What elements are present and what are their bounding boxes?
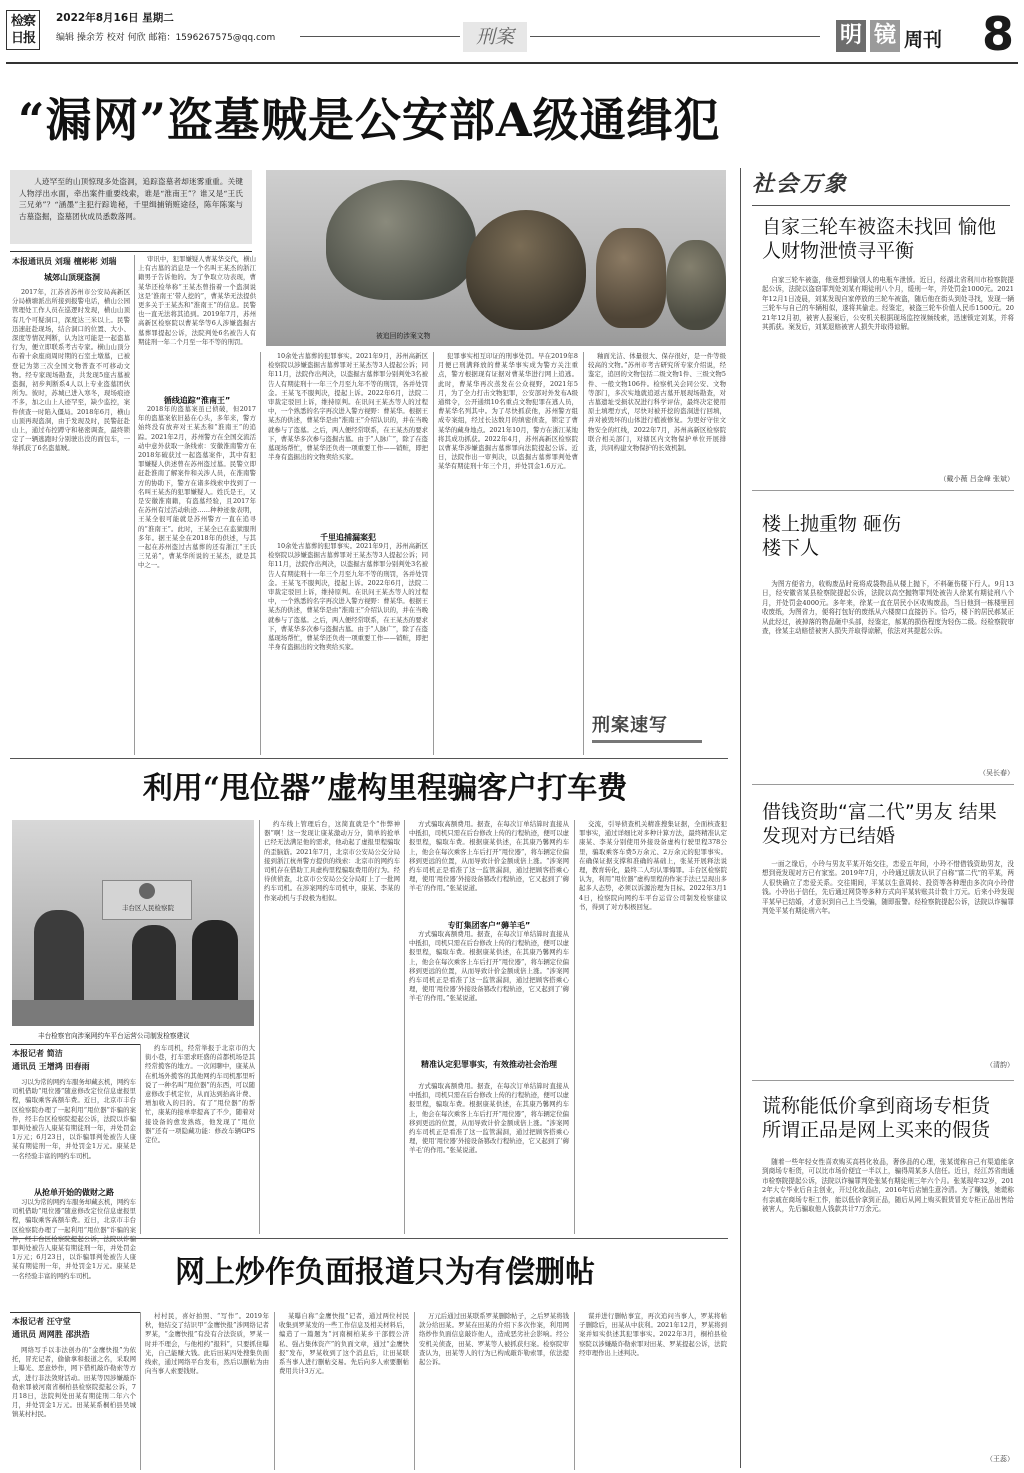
story1-col-divider-3 (433, 352, 434, 755)
newspaper-logo: 检察日报 (6, 10, 40, 50)
sidebar-item-1-headline: 自家三轮车被盗未找回 愉他人财物泄愤寻平衡 (762, 216, 997, 262)
story1-col-4: 10余处古墓葬的犯罪事实。2021年9月，苏州高新区检察院以涉嫌盗掘古墓葬罪对王某杰等3人提起公诉；同年11月，法院作出判决，以盗掘古墓葬罪分别判处3名被告人有期徒刑十一年三个月至九年不等的刑罚，各并处罚金。王某飞不服判决，提起上诉。2022年6月，法院二审裁定驳回上诉，维持原判。在讯问王某杰等人的过程中，一个熟悉的名字再次进入警方视野：曹某华。根据王某杰的供述，曹某华是由“淮南王”介绍认识的，并在当晚就参与了盗墓。之后，两人便经常联系，在王某杰的要求下，曹某华多次参与盗掘古墓。由于“人脉广”，除了在盗墓现场帮忙，曹某华还负责一项重要工作——销赃，即把半身有盗掘出的文物卖给买家。 (268, 352, 428, 462)
masthead-divider-right (530, 36, 820, 37)
artifact-vessel-4-icon (666, 240, 726, 330)
story1-lead-box (10, 170, 252, 244)
story1-lead: 人迹罕至的山顶惊现多处盗洞，追踪盗墓者却迷雾重重。关键人物浮出水面，牵出案件重要线索，谁是“淮南王”？谁又是“王氏三兄弟”？“涵墨”主犯行踪诡秘，千里缉捕销赃途径，陈年陈案与古墓盗掘，盗墓团伙成员悉数落网。 (19, 177, 243, 221)
sidebar-item-3-body: 一面之缘后，小玲与男友平某开始交往，恋爱五年间，小玲不惜借钱资助男友，没想到竟发现对方已有家室。2019年7月，小玲通过朋友认识了自称“富二代”的平某，两人很快确立了恋爱关系。交往期间，平某以生意周转、投资等各种理由多次向小玲借钱。小玲出于信任，先后通过网贷等多种方式向平某转账共计数十万元。后来小玲发现平某早已结婚，才意识到自己上当受骗，随即报警。经检察院提起公诉，法院以诈骗罪判处平某有期徒刑六年。 (762, 860, 1014, 916)
story3-col-divider-3 (414, 1312, 415, 1470)
story1-byline-rule (10, 251, 252, 252)
story1-byline: 本报通讯员 刘瑞 檀彬彬 刘瑞 (12, 257, 117, 266)
artifact-vessel-2-icon (466, 210, 586, 330)
story2-col-1: 习以为常的网约车服务却藏玄机，网约车司机借助“甩位器”随意修改定位信息虚报里程，骗取乘客高额车费。近日，北京市丰台区检察院办理了一起利用“甩位器”诈骗的案件，经丰台区检察院提起公诉，法院以诈骗罪判处被告人康某有期徒刑一年，并处罚金1万元；6月23日，以诈骗罪判处被告人康某有期徒刑一年，并处罚金1万元。康某是一名经验丰富的网约车司机。 (12, 1078, 136, 1160)
story3-col-3: 某曝自称“金鹰快报”记者，通过两位村民收集到罗某发的一些工作信息及相关材料后，编造了一篇题为“河南桐柏某乡干部假公济私、强占集体资产”的负面文章，通过“金鹰快报”发布，罗某收到了这个消息后，让田某联系当事人进行删帖交易。先后向多人索要删帖费用共计3万元。 (279, 1312, 409, 1376)
brand-char-2: 镜 (870, 20, 900, 52)
story2-photo-caption: 丰台检察官向涉案网约车平台运营公司制发检察建议 (38, 1032, 190, 1040)
story1-subhead-3: 千里追捕漏案犯 (320, 533, 376, 542)
story1-col-1: 2017年，江苏省苏州市公安局高新区分局横塘派出所接到报警电话，横山公园管理处工作人员在巡逻时发现，横山山顶有几个可疑洞口，深度达三米以上。民警迅速赶赴现场，结合洞口的位置、大小、深度等情况判断，认为这可能是一起盗墓行为，便立即联系考古专家。横山山顶分布着十余座商周时期的石室土墩墓，已被登记为第三次全国文物普查不可移动文物。经专家现场勘查，共发现5座古墓被盗掘，初步判断系4人以上专业盗墓团伙所为。彼时，苏城已进入寒冬，现场痕迹不多，加之山上人迹罕至，缺少监控，案件侦查一时陷入僵局。2018年6月，横山山顶再现盗洞，由于发现及时，民警赶赴山上，通过布控蹲守和秘密调查，最终锁定了一辆逃跑时分别驶出没的面包车，一举抓获了6名盗墓贼。 (12, 288, 130, 453)
masthead-rule (6, 62, 1018, 64)
sidebar-item-4-credit: （王蕊） (986, 1455, 1014, 1463)
story1-bottom-rule (10, 758, 728, 759)
story2-col-4: 方式骗取高额费用。据查，在每次订单结算时直接从中抵扣，司机只需在后台修改上传的行程轨迹，便可以虚报里程，骗取车费。根据康某供述，在其康乃馨网约车上，他会在每次乘客上车后打开“甩位器”，将车辆定位偏移到更远的位置，从而导致计价金额成倍上涨。“涉案网约车司机正是看准了这一监管漏洞，通过把顾客搭乘心理，使用‘甩位器’外接设备篡改行程轨迹，它又起到了‘薅羊毛’的作用。”张某说道。 (409, 820, 569, 893)
story3-byline-a: 本报记者 汪守堂 (12, 1317, 71, 1326)
story3-byline-b: 通讯员 周网胜 邵洪浩 (12, 1330, 90, 1339)
story2-col-4c: 方式骗取高额费用。据查，在每次订单结算时直接从中抵扣，司机只需在后台修改上传的行程轨迹，便可以虚报里程，骗取车费。根据康某供述，在其康乃馨网约车上，他会在每次乘客上车后打开“甩位器”，将车辆定位偏移到更远的位置，从而导致计价金额成倍上涨。“涉案网约车司机正是看准了这一监管漏洞，通过把顾客搭乘心理，使用‘甩位器’外接设备篡改行程轨迹，它又起到了‘薅羊毛’的作用。”张某说道。 (409, 1082, 569, 1155)
brief-logo: 刑案速写 (592, 712, 702, 743)
story2-byline-b: 通讯员 王增鸿 田春雨 (12, 1062, 90, 1071)
story3-col-1: 网络写手以非法创办的“金鹰快报”为依托，冒充记者，偷偷拿和报道之名，采取网上曝光、恶意炒作，网下借机敲诈勒索等方式，进行非法敛财活动。田某等因涉嫌敲诈勒索罪被河南省桐柏县检察院提起公诉，7月18日，法院判处田某有期徒刑二年六个月，并处罚金1万元。田某某系桐柏县吴城镇某村村民。 (12, 1346, 136, 1419)
sidebar-item-2-headline: 楼上抛重物 砸伤楼下人 (762, 513, 902, 559)
story2-subhead-3: 从抢单开始的做财之路 (34, 1188, 114, 1197)
sidebar-divider (740, 168, 741, 1468)
person-1 (34, 910, 84, 1010)
desk (12, 1000, 254, 1026)
story2-subhead-1: 专盯集团客户“薅羊毛” (447, 921, 531, 930)
story2-col-5: 交流，引导侦查机关精准搜集证据，全面核查犯罪事实，通过详细比对多种计算方法，最终精准认定康某、李某分别使用外接设备虚构行驶里程378公里，骗取乘客车费5万余元、2万余元的犯罪事实。在确保证据支撑和准确的基础上，张某开展释法说理，教育转化，最终二人均认罪悔罪。丰台区检察院认为，利用“甩位器”虚构里程的作案手法已呈现出多起多人态势，必须以诉源治理为目标。2022年3月14日，检察院向网约车平台运营公司制发检察建议书，得到了对方积极回复。 (579, 820, 727, 911)
story2-byline-rule (10, 1044, 140, 1045)
story2-col-3: 约车线上管理后台，这简直就是个“作弊神器”啊！这一发现让康某激动万分，简单的抢单已经无法满足他的需求，他动起了虚报里程骗取的歪脑筋。2021年7月，北京市公安局公交分局接到浙江杭州警方提供的线索：北京市的网约车司机存在借助工具虚构里程骗取费用的行为。经待侦侦查，北京市公安局公交分局盯上了一批网约车司机。在涉案网约车司机中，康某、李某的作案动机与手段极为相似。 (264, 820, 400, 902)
story3-col-2: 村村民，喜好拍照、“写作”。2019年秋，他结交了结识甲“金鹰快报”涉网络记者罗某，“金鹰快报”有没有合法资质，罗某一时并不理会，与他相约“报料”，只要抓住曝光，自己能赚大钱。此后田某四处搜集负面线索，通过网络平台发布，然后以删帖为由向当事人索要钱财。 (145, 1312, 269, 1376)
story2-byline-a: 本报记者 简洁 (12, 1049, 63, 1058)
sign-text: 丰台区人民检察院 (122, 904, 174, 912)
story1-col-2: 审讯中，犯罪嫌疑人曹某华交代，横山上有古墓的消息是一个名叫王某杰的浙江籍男子告诉他的。为了争取立功表现，曹某华还检举称“王某杰曾指着一个盗洞说这是‘淮南王’带人挖的”，曹某华无法提供更多关于王某杰和“淮南王”的信息。民警也一直无法将其追到。2019年7月，苏州高新区检察院以曹某华等6人涉嫌盗掘古墓葬罪提起公诉，法院判处6名被告人有期徒刑一年二个月至一年不等的刑罚。 (138, 255, 256, 346)
story1-col-3: 2018年的盗墓案虽已侦破，但2017年的盗墓案依旧悬在心头，多年来，警方始终没有放弃对王某杰和“淮南王”的追踪。2021年2月，苏州警方在全国交流活动中意外获取一条线索：安徽淮南警方在2018年破获过一起盗墓案件，其中有犯罪嫌疑人供述曾在苏州盗过墓。民警立即赶赴淮南了解案件和关涉人员，在淮南警方的协助下，警方在诸多线索中找到了一名叫王某杰的犯罪嫌疑人。姓氏是王，又是安徽淮南籍，有盗墓经验，且2017年在苏州有过活动轨迹……种种迹象表明，王某全很可能就是苏州警方一直在追寻的“淮南王”。此时，王某全已在监狱服刑多年。据王某全在2018年的供述，与其一起在苏州盗过古墓葬的还有浙江“王氏三兄弟”，曹某华所说的王某杰，就是其中之一。 (138, 405, 256, 570)
story1-col-divider-1 (134, 255, 135, 755)
story2-headline: 利用“甩位器”虚构里程骗客户打车费 (142, 771, 628, 806)
story3-byline-rule (10, 1312, 140, 1313)
story3-headline: 网上炒作负面报道只为有偿删帖 (175, 1255, 595, 1290)
sidebar-item-3-credit: （清韵） (986, 1061, 1014, 1069)
story1-photo-caption: 被追回的涉案文物 (376, 332, 431, 340)
page-number: 8 (982, 7, 1015, 61)
story2-col-2: 约车司机，经常举报于北京市的大街小巷，打车需求旺盛的首都机场是其经常揽客的地方。一次闲聊中，康某从在机场外揽客的其他网约车司机那里听说了一种名叫“甩位器”的东西，可以随意修改手机定位，从而达到抬高计费、增加收入的目的。有了“甩位器”的帮忙，康某的接单率提高了不少，随着对接设备的愈发熟练，他发现了“甩位器”还有一项隐藏功能：修改车辆GPS定位。 (145, 1044, 255, 1145)
story1-photo (266, 170, 726, 346)
sidebar-rule-1 (752, 490, 1014, 491)
sidebar-item-2-body: 为图方便省力，收购废品时竟将成袋物品从楼上抛下，不料砸伤楼下行人。9月13日，经安徽省某县检察院提起公诉，法院以高空抛物罪判处被告人徐某有期徒刑八个月，并处罚金4000元。多年来，徐某一直在居民小区收购废品，当日他到一栋楼里回收废纸，为图省力，便将打包好的废纸从六楼窗口直接扔下。恰巧，楼下的居民郝某正从此经过，被掉落的物品砸中头部，经鉴定，郝某的损伤程度为轻伤二级。经检察院审查，徐某主动赔偿被害人损失并取得谅解，依法对其提起公诉。 (762, 580, 1014, 636)
story1-col-divider-4 (583, 352, 584, 755)
story1-subhead-2: 循线追踪“淮南王” (163, 396, 231, 405)
story1-col-divider-2 (260, 352, 261, 755)
story2-bottom-rule (10, 1238, 728, 1239)
sign-emblem-icon (139, 883, 155, 899)
section-label: 刑案 (463, 22, 527, 52)
story2-col-divider-1 (140, 1044, 141, 1234)
story3-col-divider-1 (140, 1312, 141, 1470)
story2-col-4b: 方式骗取高额费用。据查，在每次订单结算时直接从中抵扣，司机只需在后台修改上传的行程轨迹，便可以虚报里程，骗取车费。根据康某供述，在其康乃馨网约车上，他会在每次乘客上车后打开“甩位器”，将车辆定位偏移到更远的位置，从而导致计价金额成倍上涨。“涉案网约车司机正是看准了这一监管漏洞，通过把顾客搭乘心理，使用‘甩位器’外接设备篡改行程轨迹，它又起到了‘薅羊毛’的作用。”张某说道。 (409, 930, 569, 1003)
sidebar-item-3-headline: 借钱资助“富二代”男友 结果发现对方已结婚 (762, 801, 997, 847)
story2-subhead-2: 精准认定犯罪事实，有效推动社会治理 (421, 1060, 557, 1069)
story3-col-divider-4 (574, 1312, 575, 1470)
story1-headline: “漏网”盗墓贼是公安部A级通缉犯 (18, 93, 721, 147)
story3-col-divider-2 (274, 1312, 275, 1470)
sidebar-item-1-body: 自家三轮车被盗，他竟想到偷别人的电瓶车泄愤。近日，经湖北省利川市检察院提起公诉，法院以盗窃罪判处刘某有期徒刑八个月，缓刑一年，并处罚金1000元。2021年12月1日凌晨，刘某发现自家停放的三轮车被盗，随后他在街头到处寻找，发现一辆三轮车与自己的车辆相似，遂将其偷走。经鉴定，被盗三轮车价值人民币1500元。2021年12月初，被害人报案后，公安机关根据现场监控视频线索，迅速锁定刘某，并将其抓获。案发后，刘某退赔被害人损失并取得谅解。 (762, 276, 1014, 332)
story2-col-divider-4 (574, 820, 575, 1234)
procuratorate-sign (102, 880, 192, 920)
sidebar-item-2-credit: （吴长春） (979, 769, 1014, 777)
sidebar-rule-3 (752, 1080, 1014, 1081)
editor-credits: 编辑 操余芳 校对 何欣 邮箱：1596267575@qq.com (56, 33, 276, 43)
brand-weekly: 周刊 (904, 29, 943, 51)
issue-date: 2022年8月16日 星期二 (56, 12, 174, 24)
story1-col-4b: 10余处古墓葬的犯罪事实。2021年9月，苏州高新区检察院以涉嫌盗掘古墓葬罪对王某杰等3人提起公诉；同年11月，法院作出判决，以盗掘古墓葬罪分别判处3名被告人有期徒刑十一年三个月至九年不等的刑罚，各并处罚金。王某飞不服判决，提起上诉。2022年6月，法院二审裁定驳回上诉，维持原判。在讯问王某杰等人的过程中，一个熟悉的名字再次进入警方视野：曹某华。根据王某杰的供述，曹某华是由“淮南王”介绍认识的，并在当晚就参与了盗墓。之后，两人便经常联系，在王某杰的要求下，曹某华多次参与盗掘古墓。由于“人脉广”，除了在盗墓现场帮忙，曹某华还负责一项重要工作——销赃，即把半身有盗掘出的文物卖给买家。 (268, 542, 428, 652)
story2-col-1b: 习以为常的网约车服务却藏玄机，网约车司机借助“甩位器”随意修改定位信息虚报里程，骗取乘客高额车费。近日，北京市丰台区检察院办理了一起利用“甩位器”诈骗的案 罪判处被告人康某有期徒刑一年，并处罚金1万元；6月23日，以诈骗罪判处被告人康某有期徒刑一年，并处罚金1万元。康某是一名经验丰富的网约车司机。 (12, 1198, 136, 1280)
story2-col-divider-3 (404, 820, 405, 1234)
masthead (0, 0, 1024, 72)
story1-subhead-1: 城郊山顶现盗洞 (44, 273, 100, 282)
story1-col-5: 犯罪事实相互印证的刑事处罚。早在2019年8月便已刑满释放的曹某华事实成为警方关注重点，警方根据现有证据对曹某华进行网上追逃。此时，曹某华再次蒸发在公众视野，2021年5月，为了全力打击文物犯罪，公安部对外发布A级通缉令，公开通缉10名重点文物犯罪在逃人员，曹某华名列其中。为了尽快抓获他，苏州警方组成专案组，经过长达数月的缜密侦查，锁定了曹某华的藏身地点。2021年10月，警方在浙江某地将其成功抓获。2022年4月，苏州高新区检察院以曹某华涉嫌盗掘古墓葬罪向法院提起公诉。近日，法院作出一审判决，以盗掘古墓葬罪判处曹某华有期徒刑十年三个月，并处罚金1.6万元。 (438, 352, 578, 471)
sidebar-title-rule (752, 205, 1010, 206)
brand-char-1: 明 (836, 20, 866, 52)
story2-photo (12, 820, 254, 1026)
sidebar-item-4-headline: 谎称能低价拿到商场专柜货 所谓正品是网上买来的假货 (762, 1095, 991, 1141)
artifact-vessel-3-icon (596, 228, 666, 328)
artifact-vessel-1-icon (326, 180, 476, 300)
story2-col-divider-2 (259, 820, 260, 1234)
story1-col-6: 釉面光洁、体量很大、保存很好，是一件等级较高的文物。”苏州市考古研究所专家介绍说，经鉴定，追回的文物包括二级文物1件、三级文物5件、一般文物106件。检察机关会同公安、文物等部门，多次实地就追返古墓开展现场勘查，对古墓遗址受损状况进行科学评估，最终决定使用原土填埋方式，尽快对被开挖的盗洞进行回填，并对被毁坏的山体进行植被修复。为更好守住文物安全的红线，2022年7月，苏州高新区检察院联合相关部门，对辖区内文物保护单位开展排查，共同构建文物保护的长效机制。 (588, 352, 726, 453)
masthead-divider-left (300, 36, 460, 37)
sidebar-item-4-body: 随着一些年轻女性喜欢购买高档化妆品，奢侈品的心理，张某谎称自己有渠道能拿到商场专柜货，可以比市场价便宜一半以上，骗得周某多人信任。近日，经江苏省南通市检察院提起公诉，法院以诈骗罪判处张某有期徒刑三年六个月。张某现年32岁，2012年大专毕业后自主创业，开过化妆品店，2016年后店铺生意冷清。为了赚钱，她谎称有亲戚在商场专柜工作，能以低价拿到正品，随后从网上购买假货冒充专柜正品出售给被害人，先后骗取他人钱款共计7万余元。 (762, 1158, 1014, 1214)
story3-col-4: 万元后通过田某联系罗某删除帖子，之后罗某将钱款分给田某。罗某在田某的介绍下多次作案，利用网络炒作负面信息敲诈他人，造成恶劣社会影响。经公安机关侦查，田某、罗某等人被抓获归案。检察院审查认为，田某等人的行为已构成敲诈勒索罪，依法提起公诉。 (419, 1312, 569, 1367)
sidebar-title: 社会万象 (752, 172, 849, 197)
sidebar-item-1-credit: （戴小薇 吕金峰 张斌） (939, 475, 1014, 483)
sidebar-rule-2 (752, 784, 1014, 785)
story3-col-5: 谋并进行删帖事宜，再次追问当事人，罗某将帖子删除后，田某从中获利。2021年12月，罗某将到案并如实供述其犯罪事实。2022年3月，桐柏县检察院以涉嫌敲诈勒索罪对田某、罗某提起公诉，法院经审理作出上述判决。 (579, 1312, 727, 1357)
